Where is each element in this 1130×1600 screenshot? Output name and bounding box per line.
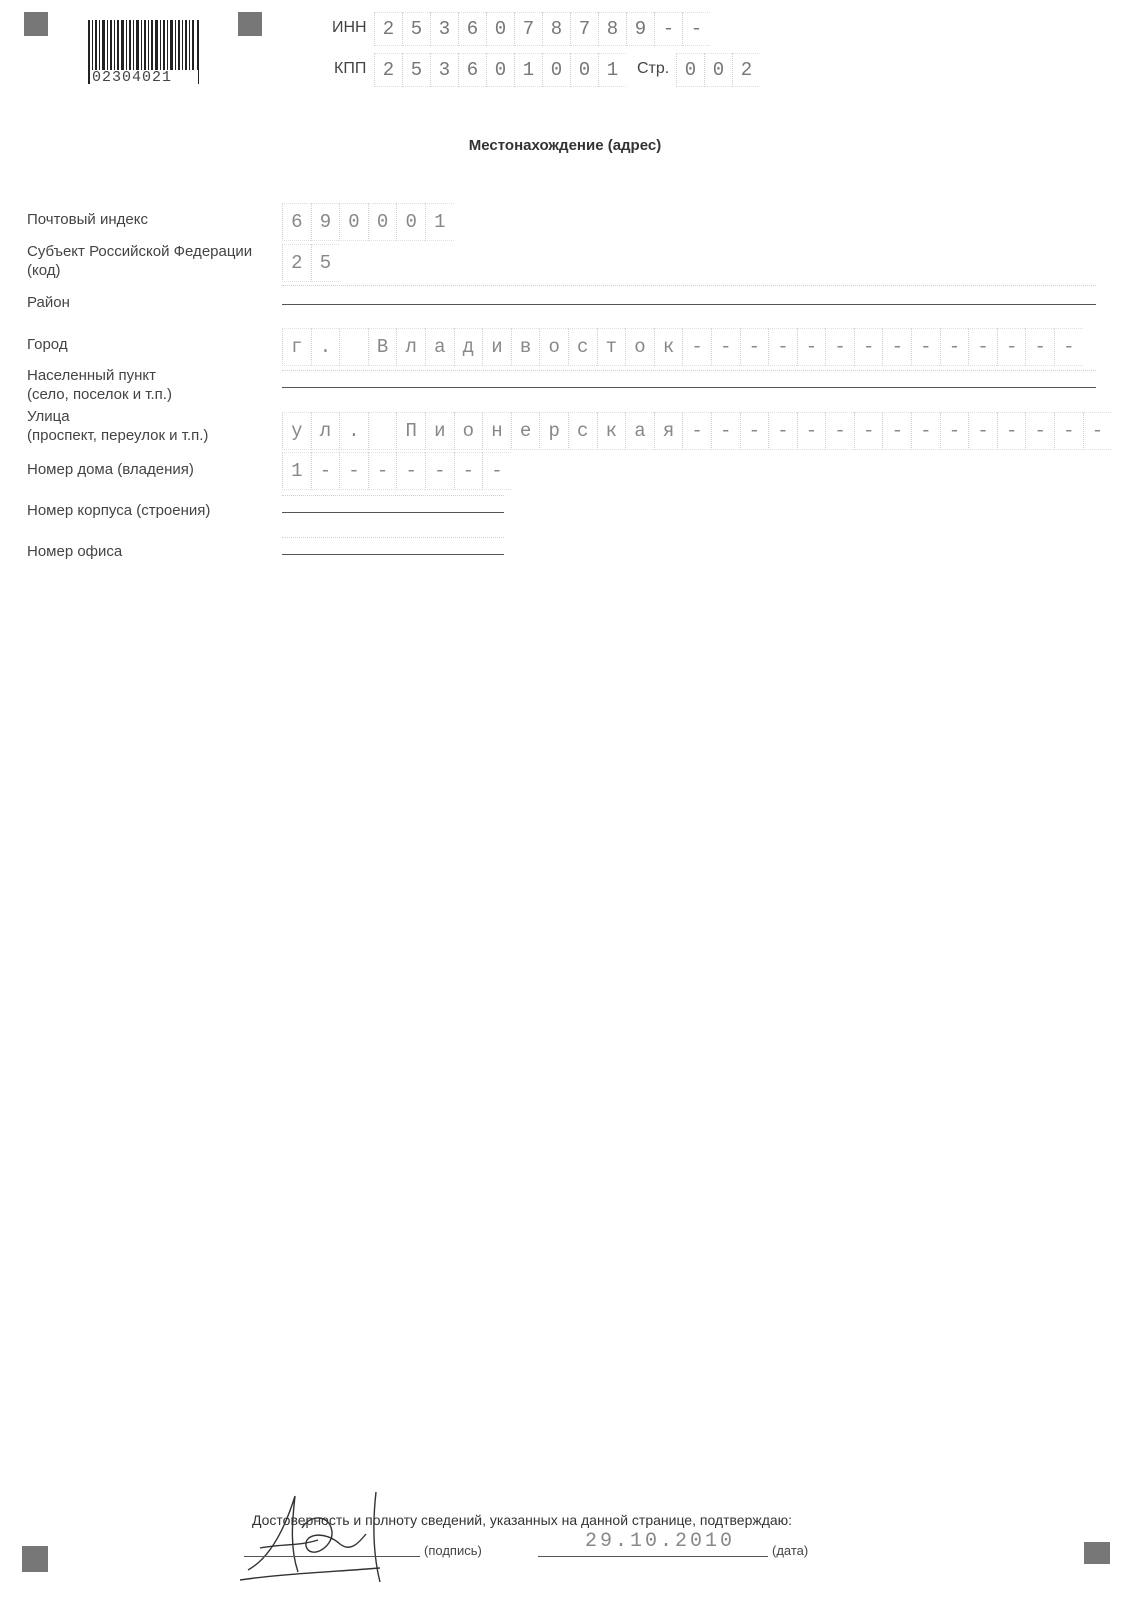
house-cell: - [311,452,340,490]
city-cell: . [311,328,340,366]
date-caption: (дата) [772,1543,809,1558]
city-cell: а [425,328,454,366]
street-cell: - [711,412,740,450]
office-label: Номер офиса [27,543,123,560]
street-cell: у [282,412,311,450]
street-cell: л [311,412,340,450]
kpp-cell: 0 [542,53,570,87]
city-cell: т [597,328,626,366]
registration-marker-top-left [24,12,48,36]
region-code-cell: 5 [311,244,340,282]
street-cell: к [597,412,626,450]
registration-marker-bottom-left [22,1546,48,1572]
kpp-cell: 5 [402,53,430,87]
inn-cell: 6 [458,12,486,46]
kpp-cell: 0 [570,53,598,87]
settlement-label-main: Населенный пункт [27,367,157,384]
street-cell: о [454,412,483,450]
street-cell: - [882,412,911,450]
street-label-sub: (проспект, переулок и т.п.) [27,427,209,444]
postal-index-cell: 0 [396,203,425,241]
street-cell: - [1054,412,1083,450]
region-code-label-sub: (код) [27,262,61,279]
postal-index-cells [282,203,454,241]
inn-cells [374,12,710,46]
registration-marker-top-right [238,12,262,36]
street-cell: - [825,412,854,450]
city-cell [339,328,368,366]
city-cell: В [368,328,397,366]
street-cell: - [997,412,1026,450]
street-cell: П [396,412,425,450]
city-label: Город [27,336,68,353]
inn-cell: 8 [542,12,570,46]
kpp-cell: 3 [430,53,458,87]
district-label: Район [27,294,70,311]
page-number-cell: 0 [704,53,732,87]
city-cell: - [768,328,797,366]
barcode-number: 02304021 [92,70,198,86]
city-cells [282,328,1083,366]
house-cell: - [339,452,368,490]
city-cell: - [825,328,854,366]
house-cells [282,452,511,490]
street-cell: р [539,412,568,450]
region-code-label-main: Субъект Российской Федерации [27,243,253,260]
street-cell: - [1083,412,1112,450]
street-cell: и [425,412,454,450]
date-value: 29.10.2010 [585,1530,736,1553]
signature-caption: (подпись) [424,1543,482,1558]
postal-index-cell: 9 [311,203,340,241]
street-cell: - [854,412,883,450]
city-cell: - [997,328,1026,366]
page-label: Стр. [637,60,670,77]
district-cell-row [282,285,1096,286]
street-cell: е [511,412,540,450]
street-cells [282,412,1111,450]
postal-index-cell: 0 [339,203,368,241]
street-cell: - [768,412,797,450]
settlement-label-sub: (село, поселок и т.п.) [27,386,172,403]
street-cell: - [797,412,826,450]
street-cell: - [911,412,940,450]
house-cell: 1 [282,452,311,490]
house-cell: - [368,452,397,490]
city-cell: - [854,328,883,366]
city-cell: - [797,328,826,366]
office-cell-row [282,537,504,538]
city-cell: - [911,328,940,366]
kpp-label: КПП [334,60,367,77]
street-cell: . [339,412,368,450]
street-cell: я [654,412,683,450]
street-cell [368,412,397,450]
kpp-cell: 0 [486,53,514,87]
house-label: Номер дома (владения) [27,461,194,478]
inn-cell: 7 [514,12,542,46]
inn-cell: - [654,12,682,46]
city-cell: г [282,328,311,366]
city-cell: - [1054,328,1083,366]
page-title: Местонахождение (адрес) [468,137,662,154]
kpp-cell: 1 [514,53,542,87]
handwritten-signature [240,1488,390,1584]
city-cell: с [568,328,597,366]
registration-marker-bottom-right [1084,1542,1110,1564]
inn-cell: 0 [486,12,514,46]
inn-cell: 5 [402,12,430,46]
city-cell: о [625,328,654,366]
city-cell: - [1025,328,1054,366]
city-cell: - [740,328,769,366]
house-cell: - [396,452,425,490]
street-cell: - [1025,412,1054,450]
city-cell: к [654,328,683,366]
inn-cell: 8 [598,12,626,46]
city-cell: - [711,328,740,366]
city-cell: - [940,328,969,366]
region-code-cells [282,244,339,282]
inn-cell: 2 [374,12,402,46]
street-label-main: Улица [27,408,70,425]
region-code-cell: 2 [282,244,311,282]
inn-cell: 7 [570,12,598,46]
street-cell: - [682,412,711,450]
street-label [27,407,208,445]
signature-line [244,1556,420,1557]
street-cell: - [740,412,769,450]
building-label: Номер корпуса (строения) [27,502,211,519]
page-number-cell: 0 [676,53,704,87]
page-number-cells [676,53,760,87]
house-cell: - [482,452,511,490]
settlement-cell-row [282,370,1096,371]
kpp-cell: 2 [374,53,402,87]
inn-cell: - [682,12,710,46]
page-number-cell: 2 [732,53,760,87]
kpp-cell: 6 [458,53,486,87]
city-cell: и [482,328,511,366]
street-cell: - [940,412,969,450]
city-cell: в [511,328,540,366]
house-cell: - [425,452,454,490]
postal-index-label: Почтовый индекс [27,211,148,228]
postal-index-cell: 0 [368,203,397,241]
settlement-field-line [282,387,1096,388]
inn-cell: 3 [430,12,458,46]
confirmation-text: Достоверность и полноту сведений, указанных на данной странице, подтверждаю: [252,1512,793,1528]
settlement-label [27,366,172,404]
date-line [538,1556,768,1557]
city-cell: - [682,328,711,366]
street-cell: с [568,412,597,450]
district-field-line [282,304,1096,305]
street-cell: н [482,412,511,450]
inn-cell: 9 [626,12,654,46]
street-cell: а [625,412,654,450]
office-field-line [282,554,504,555]
street-cell: - [968,412,997,450]
building-cell-row [282,495,504,496]
city-cell: о [539,328,568,366]
building-field-line [282,512,504,513]
region-code-label [27,242,252,280]
city-cell: - [968,328,997,366]
postal-index-cell: 1 [425,203,454,241]
postal-index-cell: 6 [282,203,311,241]
kpp-cells [374,53,626,87]
city-cell: д [454,328,483,366]
kpp-cell: 1 [598,53,626,87]
city-cell: л [396,328,425,366]
house-cell: - [454,452,483,490]
inn-label: ИНН [332,19,367,36]
city-cell: - [882,328,911,366]
